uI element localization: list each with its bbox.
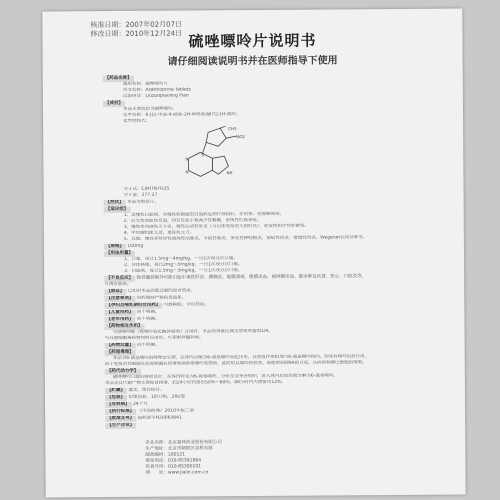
text-line: 本品主要成份为硫唑嘌呤。	[122, 106, 178, 112]
section-heading: 【药物过量】	[105, 343, 136, 349]
svg-text:N: N	[185, 156, 189, 162]
section-heading: 【药品名称】	[103, 76, 134, 82]
section-heading: 【药理毒理】	[105, 350, 136, 356]
text-line: 分子量：277.27	[123, 192, 158, 198]
text-line: 化学结构式：	[123, 118, 151, 124]
section-heading: 【老年用药】	[104, 317, 135, 323]
company-address: 生产地址：北京市朝阳区双桥东路	[145, 446, 213, 452]
svg-text:S: S	[201, 152, 204, 158]
text-line: 尚不明确。	[136, 316, 160, 322]
text-line: 本品及其代谢产物主要经肾排泄，约24小时内排出50%～60%，48小时内大便排出12%。	[104, 379, 286, 387]
text-line: 2、异体移植，每日2mg～5mg/kg，一日1次或分次口服。	[124, 262, 243, 268]
molecule-diagram	[178, 126, 248, 184]
text-line: 除骨髓抑制外可能引起中毒性肝炎、胰腺炎、黏膜溃疡、腹膜出血、视网膜出血、肺水肿及厌食、恶心、口腔炎等。	[136, 274, 367, 281]
text-line: 化学名称：6-[(1-甲基-4-硝基-1H-咪唑基)硫代]-1H-嘌呤。	[123, 112, 241, 118]
section-heading: 【包装】	[105, 395, 127, 401]
section-heading: 【执行标准】	[105, 409, 136, 415]
text-line: 由于免疫活性细胞在抗原刺激后的增殖期需要嘌呤类物质，此时给以嘌呤拮抗剂，即能抑制DNA的合成，从而抑制淋巴细胞的增殖。	[104, 360, 367, 368]
text-line: 铝塑包装，10片/板，2板/盒	[128, 394, 186, 400]
text-line: 国药准字H20063841	[137, 415, 182, 421]
text-line: 本品为黄色片。	[127, 199, 159, 205]
revision-date: 核准日期：2007年02月07日	[90, 20, 183, 30]
svg-text:N: N	[185, 169, 189, 175]
insert-body	[103, 73, 425, 429]
document-title: 硫唑嘌呤片说明书	[188, 31, 317, 51]
text-line: 通用名称：硫唑嘌呤片	[122, 81, 168, 87]
section-heading: 【有效期】	[105, 402, 132, 408]
svg-text:NH: NH	[226, 170, 233, 176]
text-line: 硫唑嘌呤口服后吸收良好，在体内转变为6-巯基嘌呤，分布至全身各组织，进入体内后很快被分解为6-巯基嘌呤。	[112, 373, 338, 380]
section-manufacturer	[105, 421, 425, 429]
section-heading: 【禁忌】	[104, 289, 126, 295]
section-heading: 【规格】	[104, 244, 126, 250]
section-interactions	[104, 322, 424, 342]
document-subtitle: 请仔细阅读说明书并在医师指导下使用	[167, 55, 338, 68]
section-heading: 【药物相互作用】	[104, 324, 144, 330]
section-heading: 【适应症】	[104, 207, 131, 213]
text-line: 2、后天性溶血性贫血，特发性血小板减少性紫癜，系统性红斑狼疮。	[123, 217, 262, 224]
section-indications	[104, 205, 424, 243]
text-line: 尚不明确。	[137, 342, 160, 348]
fax-number: 传真号码：010-85390101	[145, 464, 202, 470]
modify-date: 修改日期：2010年12月24日	[90, 29, 183, 39]
section-heading: 【贮藏】	[105, 388, 127, 394]
section-heading: 【注意事项】	[104, 296, 135, 302]
svg-text:CH3: CH3	[228, 126, 237, 132]
text-line: 汉语拼音：Liuzuopiaoling Pian	[122, 93, 189, 99]
section-heading: 【用法用量】	[104, 251, 135, 257]
text-line: 分子式：C9H7N7O2S	[123, 186, 170, 192]
package-insert-sheet	[42, 9, 465, 498]
text-line: 用药期间严格检查血象。	[136, 295, 187, 301]
phone-number: 联系电话：010-85391864	[145, 458, 202, 464]
section-heading: 【孕妇及哺乳期妇女用药】	[104, 303, 162, 309]
text-line: 3、白血病，每日1.5mg～3mg/kg，一日1次或分次口服。	[124, 268, 243, 274]
structural-formula	[123, 123, 423, 187]
text-line: 1、口服，每日1.5mg～4mg/kg，一日1次或分次口服。	[124, 256, 238, 262]
section-heading: 【性状】	[104, 200, 126, 206]
text-line: 与别嘌呤醇（黄嘌呤氧化酶抑制剂）合用时，本品的剂量应减至常规剂量的1/4。	[112, 328, 273, 335]
section-pharmacology	[105, 348, 425, 368]
manufacturer-info	[145, 440, 222, 477]
text-line: 可诱发感染。	[104, 281, 132, 288]
section-ingredients	[103, 99, 424, 199]
section-dosage	[104, 249, 424, 275]
section-heading: 【批准文号】	[105, 416, 136, 422]
text-line: 遮光，密封保存。	[128, 387, 165, 393]
text-line: 100mg	[127, 243, 144, 249]
website: 网 址：www.jialin.com.cn	[145, 470, 209, 476]
text-line: 英文名称：Azathioprine Tablets	[122, 87, 191, 93]
text-line: 可致畸胎，孕妇禁用。	[163, 302, 209, 308]
text-line: 本品为6-巯基嘌呤的咪唑衍生物，在体内分解为6-巯基嘌呤而起作用，其免疫作用机理与6-巯基嘌呤相同，即具有嘌呤拮抗作用。	[112, 354, 370, 361]
svg-text:NO2: NO2	[236, 134, 245, 140]
text-line: 3、慢性类风湿性关节炎，慢性活动性肝炎（与自体免疫有关的肝炎），原发性胆汁性肝硬变。	[123, 223, 309, 230]
text-line: 已知对本品高度过敏的患者禁用。	[127, 288, 196, 294]
section-pharmacokinetics	[105, 367, 425, 387]
section-adverse	[104, 274, 424, 288]
section-heading: 【不良反应】	[104, 276, 135, 282]
postal-code: 邮政编码：100121	[145, 452, 186, 458]
text-line: 与其他细胞毒药物同时应用时，可加重骨髓抑制。	[104, 335, 204, 342]
section-heading: 【生产企业】	[105, 423, 136, 429]
section-heading: 【成份】	[103, 101, 125, 107]
text-line: 4、甲状腺机能亢进，重症肌无力。	[123, 230, 195, 236]
text-line: 1、急慢性白血病，对慢性粒细胞型白血病近期疗效较好，作用快，但缓解期短。	[123, 211, 285, 218]
text-line: 24个月	[132, 401, 148, 407]
text-line: 5、其他：慢性非特异性溃疡性结肠炎，节段性肠炎，多发性神经根炎，狼疮性肾炎，增殖性肾炎，Wegener氏肉芽肿等。	[123, 235, 368, 242]
text-line: 尚不明确。	[136, 309, 160, 315]
text-line: 《中国药典》2010年版二部	[137, 408, 195, 414]
section-drug-name	[103, 74, 423, 100]
section-heading: 【儿童用药】	[104, 310, 135, 316]
section-heading: 【药代动力学】	[105, 369, 141, 375]
company-name: 企业名称：北京嘉林药业股份有限公司	[145, 440, 222, 446]
